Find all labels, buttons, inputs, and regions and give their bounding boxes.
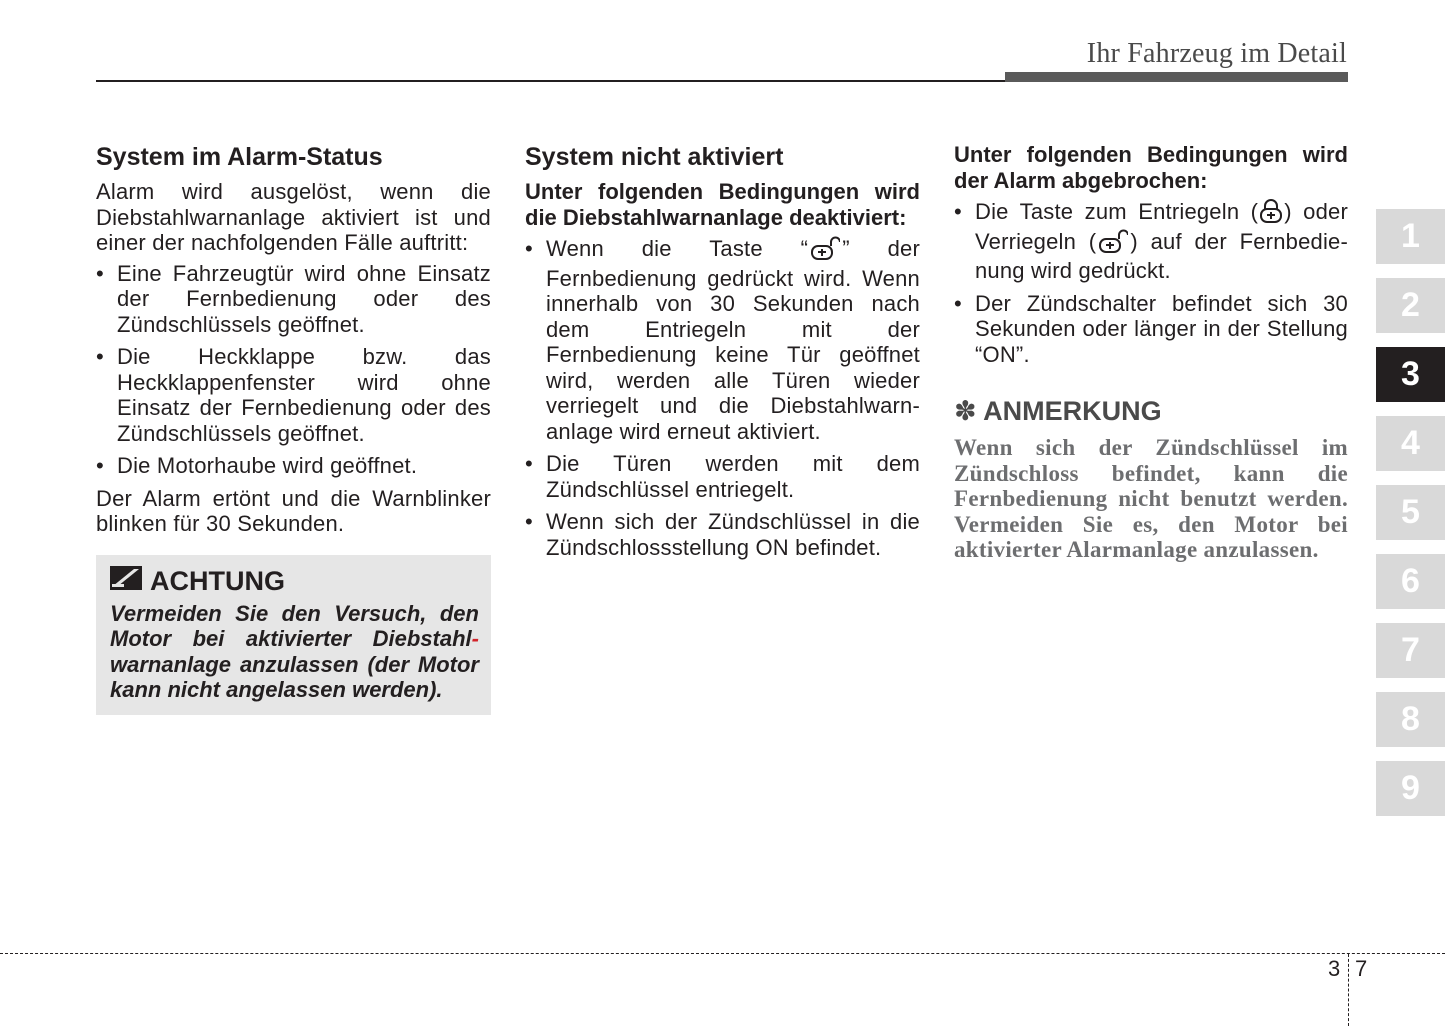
list-item: • Die Heckklappe bzw. das Heckklappenfenster wird ohne Einsatz der Fernbedienung oder des Zündschlüssels geöffnet. [96,344,491,446]
list-item: • Wenn sich der Zündschlüssel in die Zündschlossstellung ON befindet. [525,509,920,560]
bullet: • [525,451,533,476]
chapter-tab-1[interactable]: 1 [1376,209,1445,264]
page-header-title: Ihr Fahrzeug im Detail [1086,38,1347,69]
section-heading-alarm-status: System im Alarm-Status [96,143,383,171]
column-alarm-cancelled [954,142,1348,563]
section-heading-not-activated: System nicht aktiviert [525,143,784,171]
page-chapter-number: 3 [1328,956,1341,981]
column-system-not-activated [525,142,920,567]
bullet: • [96,260,104,286]
page-number: 7 [1355,956,1368,981]
deactivation-list [525,236,920,560]
list-item: • Die Motorhaube wird geöffnet. [96,453,418,478]
remote-unlock-icon [810,236,840,266]
list-item: • Die Taste zum Entriegeln ( ) oder Verriegeln ( ) auf der Fernbedie-nung wird gedrückt. [954,199,1349,283]
footer-page-divider [1348,954,1349,1026]
chapter-tab-8[interactable]: 8 [1376,692,1445,747]
chapter-tab-5[interactable]: 5 [1376,485,1445,540]
alarm-intro: Alarm wird ausgelöst, wenn die Diebstahlwarnanlage aktiviert ist und einer der nachfolgenden Fälle auftritt: [96,179,491,255]
remote-lock-icon [1260,199,1282,229]
remote-unlock-icon [1098,229,1128,259]
chapter-tab-3[interactable]: 3 [1376,347,1445,402]
alarm-trigger-list [96,261,491,479]
bullet: • [96,344,104,369]
note-heading: ✽ ANMERKUNG [954,396,1162,426]
warning-box [96,555,491,715]
header-bar [1005,72,1348,82]
warning-title: ACHTUNG [150,565,285,596]
asterisk-icon: ✽ [954,396,977,426]
bullet: • [96,453,104,478]
chapter-tab-2[interactable]: 2 [1376,278,1445,333]
alarm-outro: Der Alarm ertönt und die Warnblinker blinken für 30 Sekunden. [96,485,491,536]
bullet: • [954,290,962,316]
chapter-tab-7[interactable]: 7 [1376,623,1445,678]
warning-header [110,565,479,597]
cancel-conditions-heading: Unter folgenden Bedingungen wird der Alarm abgebrochen: [954,142,1348,193]
footer-dashed-rule [0,953,1445,954]
bullet: • [525,509,533,534]
cancel-list [954,199,1348,367]
warning-slash-icon [110,565,142,597]
note-body: Wenn sich der Zündschlüssel im Zündschloss befindet, kann die Fernbedienung nicht benutzt werden. Vermeiden Sie es, den Motor bei aktivierter Alarmanlage anzulassen. [954,435,1348,562]
bullet: • [525,236,533,261]
chapter-tab-9[interactable]: 9 [1376,761,1445,816]
list-item: • Eine Fahrzeugtür wird ohne Einsatz der Fernbedienung oder des Zündschlüssels geöffnet. [96,260,491,337]
column-alarm-status [96,142,491,715]
chapter-tab-4[interactable]: 4 [1376,416,1445,471]
list-item: • Wenn die Taste “ ” der Fernbedienung gedrückt wird. Wenn innerhalb von 30 Sekunden nach dem Entriegeln mit der Fernbedienung keine Tür geöffnet wird, werden alle Türen wieder verriegelt und die Diebstahlwarn-anlage wird erneut aktiviert. [525,236,920,444]
list-item: • Der Zündschalter befindet sich 30 Sekunden oder länger in der Stellung “ON”. [954,290,1348,367]
header-rule [96,80,1005,82]
bullet: • [954,199,962,224]
list-item: • Die Türen werden mit dem Zündschlüssel entriegelt. [525,451,920,502]
chapter-tab-6[interactable]: 6 [1376,554,1445,609]
deactivation-conditions-heading: Unter folgenden Bedingungen wird die Diebstahlwarnanlage deaktiviert: [525,179,920,230]
warning-body: Vermeiden Sie den Versuch, den Motor bei aktivierter Diebstahl-warnanlage anzulassen (der Motor kann nicht angelassen werden). [110,600,479,702]
